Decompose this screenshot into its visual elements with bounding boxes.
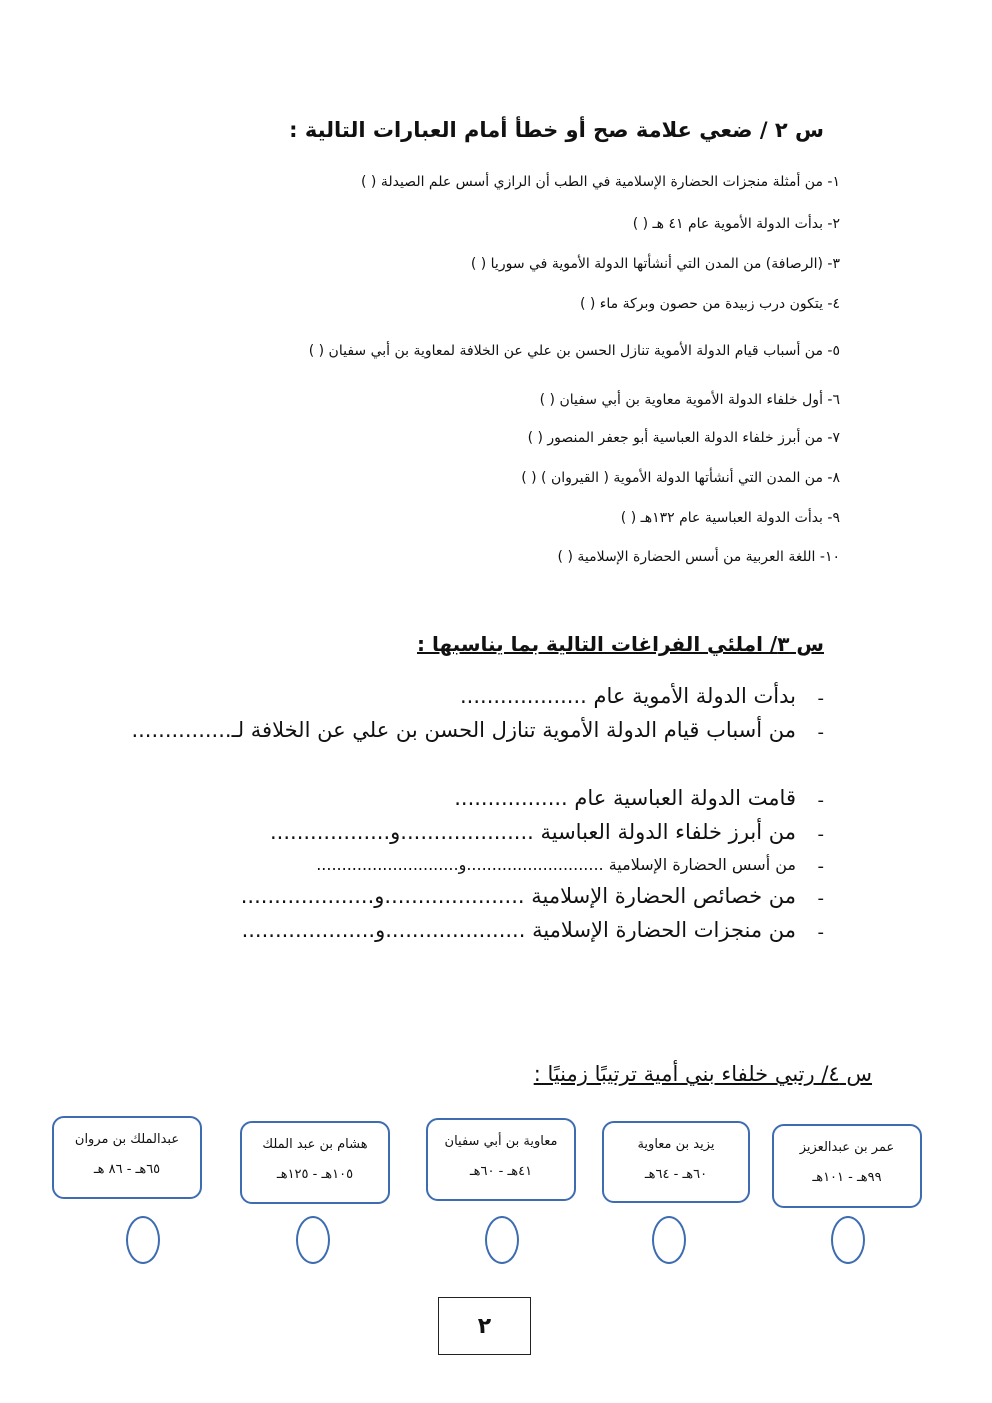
q3-item-1: بدأت الدولة الأموية عام ................... xyxy=(460,684,796,708)
q3-item-3: قامت الدولة العباسية عام ................. xyxy=(454,786,796,810)
q3-item-2: من أسباب قيام الدولة الأموية تنازل الحسن بن علي عن الخلافة لـ............... xyxy=(131,718,796,742)
caliph-card-omar xyxy=(772,1124,922,1208)
caliph-years: ٦٠هـ - ٦٤هـ xyxy=(644,1167,708,1182)
caliph-years: ٤١هـ - ٦٠هـ xyxy=(469,1164,533,1179)
question-4-title: س ٤/ رتبي خلفاء بني أمية ترتيبًا زمنيًا : xyxy=(533,1062,872,1086)
q2-item-3: ٣- (الرصافة) من المدن التي أنشأتها الدولة الأموية في سوريا ( ) xyxy=(470,256,840,272)
list-bullet: - xyxy=(817,856,824,877)
page-number: ٢ xyxy=(477,1313,492,1339)
caliph-name: يزيد بن معاوية xyxy=(637,1137,715,1152)
question-3-title: س ٣/ املئي الفراغات التالية بما يناسبها : xyxy=(417,632,824,656)
list-bullet: - xyxy=(817,688,824,709)
list-bullet: - xyxy=(817,790,824,811)
order-answer-circle[interactable] xyxy=(652,1216,686,1264)
caliph-years: ١٠٥هـ - ١٢٥هـ xyxy=(276,1167,354,1182)
caliph-years: ٩٩هـ - ١٠١هـ xyxy=(812,1170,882,1185)
order-answer-circle[interactable] xyxy=(831,1216,865,1264)
q3-item-5: من أسس الحضارة الإسلامية ...........................و............................ xyxy=(316,855,796,874)
list-bullet: - xyxy=(817,722,824,743)
order-answer-circle[interactable] xyxy=(296,1216,330,1264)
question-2-title: س ٢ / ضعي علامة صح أو خطأ أمام العبارات التالية : xyxy=(289,118,824,142)
list-bullet: - xyxy=(817,824,824,845)
caliph-card-hisham xyxy=(240,1121,390,1204)
q2-item-7: ٧- من أبرز خلفاء الدولة العباسية أبو جعفر المنصور ( ) xyxy=(527,430,840,446)
q3-item-6: من خصائص الحضارة الإسلامية .....................و.................... xyxy=(240,884,796,908)
list-bullet: - xyxy=(817,888,824,909)
q2-item-1: ١- من أمثلة منجزات الحضارة الإسلامية في الطب أن الرازي أسس علم الصيدلة ( ) xyxy=(361,174,840,190)
caliph-card-abdulmalik xyxy=(52,1116,202,1199)
list-bullet: - xyxy=(817,922,824,943)
q2-item-4: ٤- يتكون درب زبيدة من حصون وبركة ماء ( ) xyxy=(579,296,840,312)
caliph-name: هشام بن عبد الملك xyxy=(262,1137,368,1152)
q2-item-9: ٩- بدأت الدولة العباسية عام ١٣٢هـ ( ) xyxy=(620,510,840,526)
caliph-years: ٦٥هـ - ٨٦ هـ xyxy=(93,1162,161,1177)
caliph-name: عمر بن عبدالعزيز xyxy=(799,1140,895,1155)
page-number-box xyxy=(438,1297,531,1355)
q2-item-5: ٥- من أسباب قيام الدولة الأموية تنازل الحسن بن علي عن الخلافة لمعاوية بن أبي سفيان ( ) xyxy=(308,343,840,359)
order-answer-circle[interactable] xyxy=(485,1216,519,1264)
q2-item-2: ٢- بدأت الدولة الأموية عام ٤١ هـ ( ) xyxy=(632,216,840,232)
caliph-name: عبدالملك بن مروان xyxy=(74,1132,180,1147)
caliph-name: معاوية بن أبي سفيان xyxy=(444,1134,558,1149)
q3-item-7: من منجزات الحضارة الإسلامية .....................و.................... xyxy=(241,918,796,942)
q2-item-6: ٦- أول خلفاء الدولة الأموية معاوية بن أبي سفيان ( ) xyxy=(539,392,840,408)
caliph-card-yazid xyxy=(602,1121,750,1203)
q2-item-10: ١٠- اللغة العربية من أسس الحضارة الإسلامية ( ) xyxy=(557,549,840,565)
q2-item-8: ٨- من المدن التي أنشأتها الدولة الأموية ( القيروان ) ( ) xyxy=(521,470,840,486)
caliph-card-muawiya xyxy=(426,1118,576,1201)
order-answer-circle[interactable] xyxy=(126,1216,160,1264)
q3-item-4: من أبرز خلفاء الدولة العباسية ....................و.................. xyxy=(270,820,796,844)
